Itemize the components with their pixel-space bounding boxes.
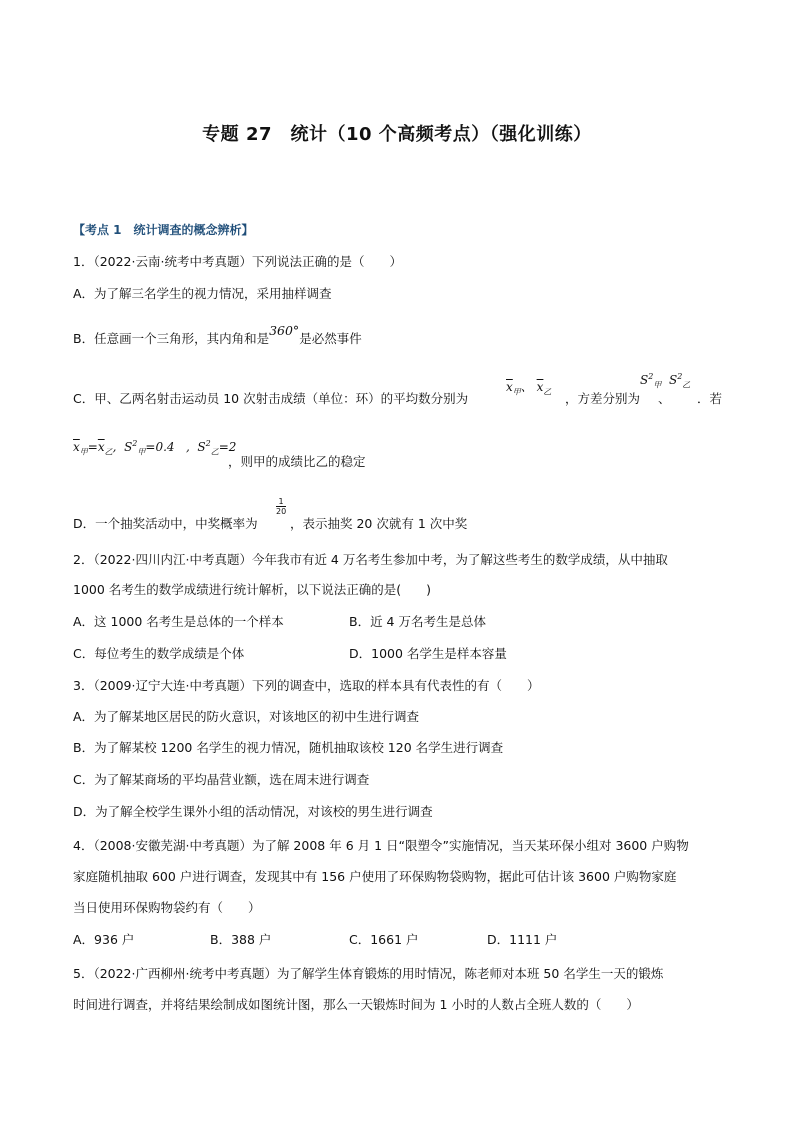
q1-option-d: [73, 516, 258, 532]
q4-stem-line3: 当日使用环保购物袋约有（ ）: [73, 900, 261, 915]
q1-stem: 1．（2022·云南·统考中考真题）下列说法正确的是（ ）: [73, 254, 402, 269]
q2-option-c: C．每位考生的数学成绩是个体: [73, 646, 245, 661]
q1-option-b-text-post: 是必然事件: [299, 331, 362, 346]
q1-mean-symbols: $\overline{x}_甲$、 $\overline{x}_乙$: [506, 380, 552, 397]
q4-option-d: D．1111 户: [487, 932, 558, 947]
q5-stem-line2: 时间进行调查，并将结果绘制成如图统计图，那么一天锻炼时间为 1 小时的人数占全班人数的（ ）: [73, 997, 639, 1012]
q3-option-a: A．为了解某地区居民的防火意识，对该地区的初中生进行调查: [73, 709, 420, 724]
q1-option-c-mid: ，方差分别为: [565, 391, 641, 406]
q1-option-b-math: 360°: [269, 323, 300, 338]
q1-probability-fraction: [276, 497, 286, 516]
q1-option-c-sep: 、: [658, 391, 687, 406]
q4-stem-line1: 4．（2008·安徽芜湖·中考真题）为了解 2008 年 6 月 1 日“限塑令”实施情况，当天某环保小组对 3600 户购物: [73, 838, 689, 853]
q1-option-d-post: ，表示抽奖 20 次就有 1 次中奖: [290, 516, 468, 531]
q1-condition-math: $\overline{x}_甲=\overline{x}_乙$, $S^2_甲=0.4$ , $S^2_乙=2$: [73, 439, 237, 457]
page-title: 专题 27 统计（10 个高频考点）（强化训练）: [202, 124, 592, 145]
q1-variance-symbols: $S^2_甲$ $S^2_乙$: [640, 372, 691, 390]
q4-option-a: A．936 户: [73, 932, 135, 947]
q1-option-d-text-pre: D．一个抽奖活动中，中奖概率为: [73, 516, 258, 531]
q2-option-d: D．1000 名学生是样本容量: [349, 646, 507, 661]
q4-option-c: C．1661 户: [349, 932, 419, 947]
q1-fraction-numerator: 1: [276, 497, 286, 507]
q1-option-b-text-pre: B．任意画一个三角形，其内角和是: [73, 331, 270, 346]
q1-option-c-post: ．若: [697, 391, 723, 406]
q3-option-b: B．为了解某校 1200 名学生的视力情况，随机抽取该校 120 名学生进行调查: [73, 740, 504, 755]
q1-option-c-text-pre: C．甲、乙两名射击运动员 10 次射击成绩（单位：环）的平均数分别为: [73, 391, 469, 406]
q4-stem-line2: 家庭随机抽取 600 户进行调查，发现其中有 156 户使用了环保购物袋购物，据此可估计该 3600 户购物家庭: [73, 869, 677, 884]
q2-stem-line2: 1000 名考生的数学成绩进行统计解析，以下说法正确的是( ): [73, 582, 432, 597]
q3-option-d: D．为了解全校学生课外小组的活动情况，对该校的男生进行调查: [73, 804, 433, 819]
q2-option-a: A．这 1000 名考生是总体的一个样本: [73, 614, 284, 629]
q1-option-a: A．为了解三名学生的视力情况，采用抽样调查: [73, 286, 332, 301]
q2-stem-line1: 2．（2022·四川内江·中考真题）今年我市有近 4 万名考生参加中考，为了解这些考生的数学成绩，从中抽取: [73, 552, 668, 567]
q1-option-c-line1: [73, 391, 468, 407]
q3-stem: 3．（2009·辽宁大连·中考真题）下列的调查中，选取的样本具有代表性的有（ ）: [73, 678, 540, 693]
q1-option-c-line2: ，则甲的成绩比乙的稳定: [228, 454, 366, 469]
q2-option-b: B．近 4 万名考生是总体: [349, 614, 486, 629]
section-heading: 【考点 1 统计调查的概念辨析】: [73, 223, 254, 237]
q1-fraction-denominator: 20: [276, 507, 287, 516]
q5-stem-line1: 5．（2022·广西柳州·统考中考真题）为了解学生体育锻炼的用时情况，陈老师对本班 50 名学生一天的锻炼: [73, 966, 664, 981]
q3-option-c: C．为了解某商场的平均晶营业额，选在周末进行调查: [73, 772, 370, 787]
q1-option-b: [73, 323, 362, 347]
q4-option-b: B．388 户: [210, 932, 272, 947]
